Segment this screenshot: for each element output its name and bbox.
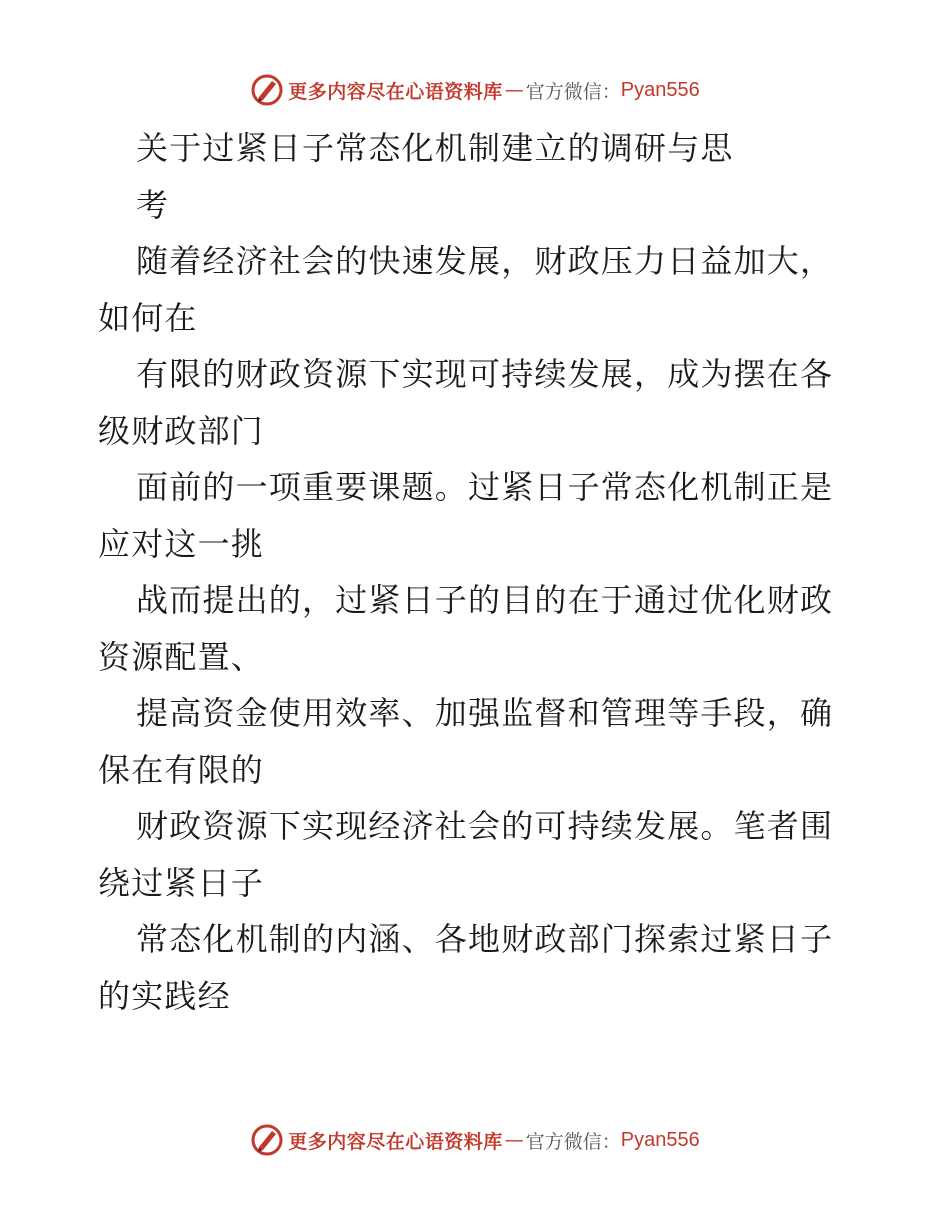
paragraph-line: 如何在 (98, 298, 198, 337)
paragraph-line: 应对这一挑 (98, 524, 265, 563)
paragraph-line: 级财政部门 (98, 411, 265, 450)
header-banner (0, 70, 950, 110)
pen-circle-logo-icon (250, 73, 284, 107)
banner-wechat-label: 官方微信： (525, 1130, 621, 1153)
title-line-2: 考 (136, 185, 170, 224)
footer-banner (0, 1120, 950, 1160)
paragraph-line: 随着经济社会的快速发展，财政压力日益加大， (136, 242, 834, 280)
paragraph-line: 绕过紧日子 (98, 863, 265, 902)
paragraph-line: 资源配置、 (98, 637, 265, 676)
document-body (98, 120, 858, 1024)
paragraph-line: 战而提出的，过紧日子的目的在于通过优化财政 (136, 581, 834, 619)
banner-text: 更多内容尽在心语资料库 (288, 80, 503, 103)
paragraph-line: 面前的一项重要课题。过紧日子常态化机制正是 (136, 468, 834, 506)
paragraph-line: 常态化机制的内涵、各地财政部门探索过紧日子 (136, 920, 834, 958)
banner-wechat-id: Pyan556 (620, 78, 700, 101)
banner-text: 更多内容尽在心语资料库 (288, 1130, 503, 1153)
paragraph-line: 保在有限的 (98, 750, 265, 789)
paragraph-line: 提高资金使用效率、加强监督和管理等手段，确 (136, 694, 834, 732)
banner-wechat-id: Pyan556 (620, 1128, 700, 1151)
banner-separator: — (504, 1129, 524, 1151)
pen-circle-logo-icon (250, 1123, 284, 1157)
paragraph-line: 的实践经 (98, 976, 231, 1015)
paragraph-line: 财政资源下实现经济社会的可持续发展。笔者围 (136, 807, 834, 845)
title-line-1: 关于过紧日子常态化机制建立的调研与思 (136, 129, 734, 167)
banner-separator: — (504, 79, 524, 101)
banner-wechat-label: 官方微信： (525, 80, 621, 103)
paragraph-line: 有限的财政资源下实现可持续发展，成为摆在各 (136, 355, 834, 393)
